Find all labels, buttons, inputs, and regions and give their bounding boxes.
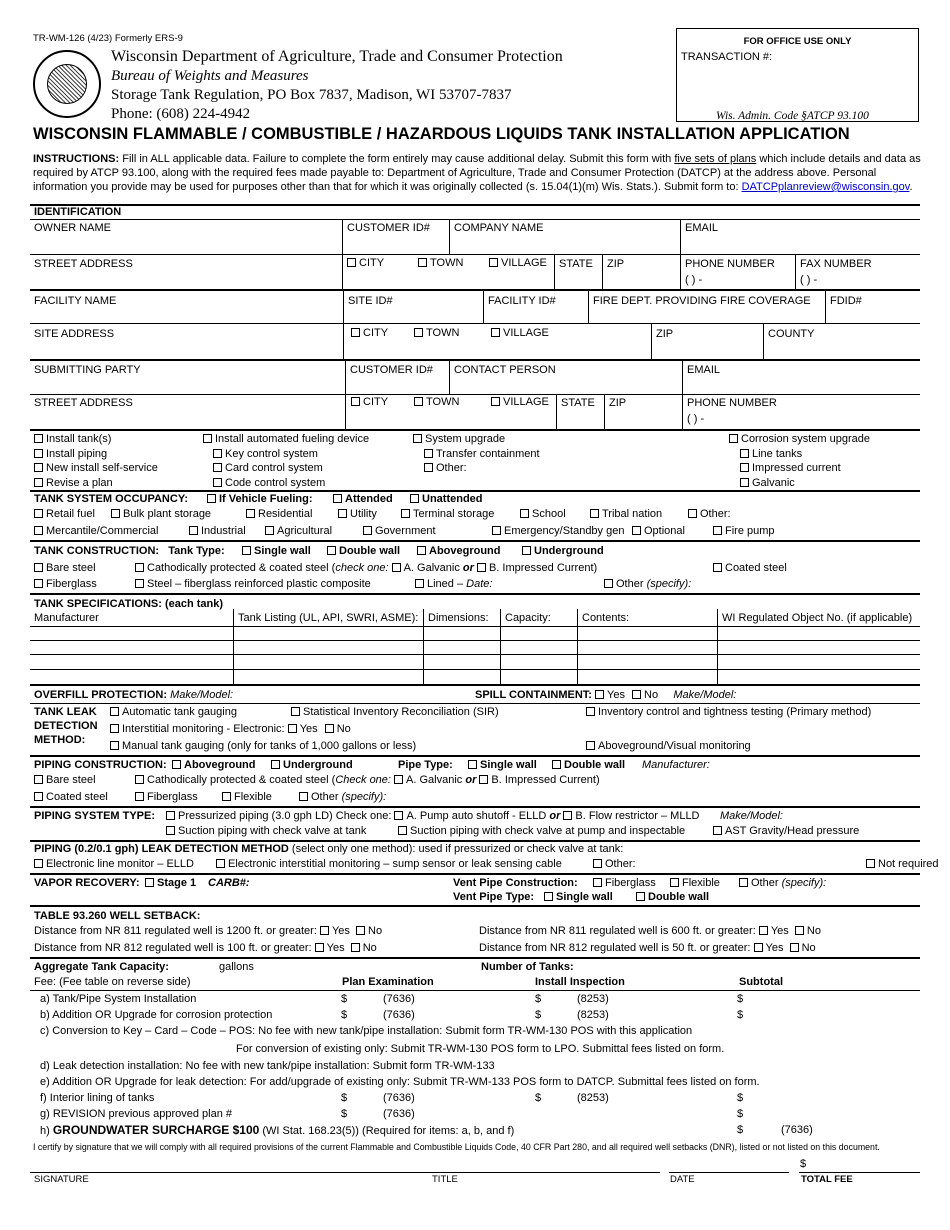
total-fee-label: TOTAL FEE (801, 1174, 853, 1185)
transfer-containment-checkbox[interactable]: Transfer containment (424, 448, 540, 461)
spec-col-listing: Tank Listing (UL, API, SWRI, ASME): (238, 612, 419, 624)
submitter-state-label[interactable]: STATE (561, 397, 595, 409)
pst-title: PIPING SYSTEM TYPE: (34, 810, 156, 822)
number-of-tanks-label[interactable]: Number of Tanks: (481, 961, 574, 973)
tank-lined-checkbox[interactable]: Lined – Date: (415, 578, 492, 591)
automated-fueling-checkbox[interactable]: Install automated fueling device (203, 433, 369, 446)
pipe-fiberglass-checkbox[interactable]: Fiberglass (135, 791, 198, 804)
pipe-manufacturer-label[interactable]: Manufacturer: (642, 759, 710, 771)
spec-col-dimensions: Dimensions: (428, 612, 489, 624)
pst-make-model[interactable]: Make/Model: (720, 810, 783, 822)
vpt-label: Vent Pipe Type: (453, 891, 535, 903)
attended-checkbox[interactable]: Attended (333, 493, 393, 506)
fee-row-f-label: f) Interior lining of tanks (40, 1092, 155, 1104)
piping-title: PIPING CONSTRUCTION: (34, 759, 167, 771)
fee-g-plan-dollar: $ (341, 1108, 348, 1120)
instructions-line-3: information you provide may be used for purposes other than that for which it was originally collected (s. 15.04(1)(m) Wis. Stats.). Submit form to: DATCPplanreview@wisconsin.gov. (33, 181, 913, 193)
submitter-phone-format: ( ) - (687, 413, 705, 425)
terminal-storage-checkbox[interactable]: Terminal storage (401, 508, 494, 521)
pld-other-checkbox[interactable]: Other: (593, 858, 636, 871)
fee-f-plan-dollar: $ (341, 1092, 348, 1104)
form-title: WISCONSIN FLAMMABLE / COMBUSTIBLE / HAZARDOUS LIQUIDS TANK INSTALLATION APPLICATION (33, 125, 850, 143)
carb-label[interactable]: CARB#: (208, 877, 250, 889)
install-piping-checkbox[interactable]: Install piping (34, 448, 107, 461)
fire-dept-label[interactable]: FIRE DEPT. PROVIDING FIRE COVERAGE (593, 295, 811, 307)
pipe-cathodic-checkbox[interactable]: Cathodically protected & coated steel (Check one: A. Galvanic or B. Impressed Current) (135, 774, 600, 787)
spec-row[interactable] (30, 669, 920, 670)
tank-other-checkbox[interactable]: Other (specify): (604, 578, 691, 591)
pipe-type-label: Pipe Type: (398, 759, 453, 771)
contact-person-label[interactable]: CONTACT PERSON (454, 364, 556, 376)
tribal-nation-checkbox[interactable]: Tribal nation (590, 508, 662, 521)
fee-g-subtotal[interactable]: $ (737, 1108, 744, 1120)
occupancy-title: TANK SYSTEM OCCUPANCY: (34, 493, 188, 505)
bulk-plant-checkbox[interactable]: Bulk plant storage (111, 508, 211, 521)
fee-b-plan-code: (7636) (383, 1009, 415, 1021)
fee-row-e-label: e) Addition OR Upgrade for leak detection: For add/upgrade of existing only: Submit TR-WM-133 POS form to DATCP. Submittal fees listed on form. (40, 1076, 760, 1088)
fee-a-plan-dollar: $ (341, 993, 348, 1005)
pipe-single-wall-checkbox[interactable]: Single wall (468, 759, 537, 772)
fee-row-c-note: For conversion of existing only: Submit TR-WM-130 POS form to LPO. Submittal fees listed on form. (236, 1043, 725, 1055)
tank-steel-frp-checkbox[interactable]: Steel – fiberglass reinforced plastic composite (135, 578, 371, 591)
owner-fax-label[interactable]: FAX NUMBER (800, 258, 872, 270)
inventory-control-checkbox[interactable]: Inventory control and tightness testing (Primary method) (586, 706, 871, 719)
vent-flexible-checkbox[interactable]: Flexible (670, 877, 720, 890)
pipe-aboveground-checkbox[interactable]: Aboveground (172, 759, 256, 772)
county-label[interactable]: COUNTY (768, 328, 815, 340)
tank-bare-steel-checkbox[interactable]: Bare steel (34, 562, 96, 575)
fee-b-subtotal[interactable]: $ (737, 1009, 744, 1021)
manual-gauging-checkbox[interactable]: Manual tank gauging (only for tanks of 1,000 gallons or less) (110, 740, 416, 753)
spec-col-manufacturer: Manufacturer (34, 612, 99, 624)
plan-exam-header: Plan Examination (342, 976, 434, 988)
fee-a-subtotal[interactable]: $ (737, 993, 744, 1005)
fee-a-inspect-code: (8253) (577, 993, 609, 1005)
ast-gravity-checkbox[interactable]: AST Gravity/Head pressure (713, 825, 859, 838)
submitter-phone-label[interactable]: PHONE NUMBER (687, 397, 777, 409)
not-required-checkbox[interactable]: Not required (866, 858, 939, 871)
submitter-town-checkbox[interactable]: TOWN (414, 396, 459, 409)
owner-town-checkbox[interactable]: TOWN (418, 257, 463, 270)
setback-nr812-100[interactable]: Distance from NR 812 regulated well is 100 ft. or greater: Yes No (34, 942, 377, 954)
instructions-line-2: required by ATCP 93.100, along with the required fees made payable to: Department of Agriculture, Trade and Consumer Protection (DATCP) at the address above. Personal (33, 167, 877, 179)
pipe-flexible-checkbox[interactable]: Flexible (222, 791, 272, 804)
fee-f-inspect-code: (8253) (577, 1092, 609, 1104)
owner-fax-format: ( ) - (800, 274, 818, 286)
submitting-party-label[interactable]: SUBMITTING PARTY (34, 364, 141, 376)
certification-text: I certify by signature that we will comply with all required provisions of the current Flammable and Combustible Liquids Code, 40 CFR Part 280, and all required well setbacks (DNR), listed or not listed on this document. (33, 1142, 880, 1152)
fee-row-d-label: d) Leak detection installation: No fee with new tank/pipe installation: Submit form TR-WM-133 (40, 1060, 495, 1072)
fee-row-c-label: c) Conversion to Key – Card – Code – POS: No fee with new tank/pipe installation: Submit form TR-WM-130 POS with this application (40, 1025, 693, 1037)
impressed-current-checkbox[interactable]: Impressed current (740, 462, 841, 475)
setback-nr811-600[interactable]: Distance from NR 811 regulated well is 600 ft. or greater: Yes No (479, 925, 821, 937)
owner-phone-label[interactable]: PHONE NUMBER (685, 258, 775, 270)
auto-gauging-checkbox[interactable]: Automatic tank gauging (110, 706, 237, 719)
setback-nr812-50[interactable]: Distance from NR 812 regulated well is 50 ft. or greater: Yes No (479, 942, 816, 954)
school-checkbox[interactable]: School (520, 508, 566, 521)
tank-double-wall-checkbox[interactable]: Double wall (327, 545, 400, 558)
code-control-checkbox[interactable]: Code control system (213, 477, 325, 490)
company-name-label[interactable]: COMPANY NAME (454, 222, 544, 234)
pipe-double-wall-checkbox[interactable]: Double wall (552, 759, 625, 772)
owner-phone-format: ( ) - (685, 274, 703, 286)
system-upgrade-checkbox[interactable]: System upgrade (413, 433, 505, 446)
install-other-checkbox[interactable]: Other: (424, 462, 467, 475)
facility-name-label[interactable]: FACILITY NAME (34, 295, 117, 307)
fee-h-code: (7636) (781, 1124, 813, 1136)
spec-row[interactable] (30, 640, 920, 641)
suction-at-tank-checkbox[interactable]: Suction piping with check valve at tank (166, 825, 366, 838)
fdid-label[interactable]: FDID# (830, 295, 862, 307)
transaction-label: TRANSACTION #: (681, 51, 773, 63)
fee-label: Fee: (Fee table on reverse side) (34, 976, 191, 988)
occupancy-other-checkbox[interactable]: Other: (688, 508, 731, 521)
fee-f-inspect-dollar: $ (535, 1092, 542, 1104)
site-address-label[interactable]: SITE ADDRESS (34, 328, 115, 340)
vent-single-wall-checkbox[interactable]: Single wall (544, 891, 613, 904)
leak-title-1: TANK LEAK (34, 706, 97, 718)
pipe-underground-checkbox[interactable]: Underground (271, 759, 353, 772)
state-seal-icon (33, 50, 101, 118)
spec-row[interactable] (30, 654, 920, 655)
mailing-address: Storage Tank Regulation, PO Box 7837, Madison, WI 53707-7837 (111, 87, 512, 103)
overfill-label[interactable]: OVERFILL PROTECTION: Make/Model: (34, 689, 234, 701)
residential-checkbox[interactable]: Residential (246, 508, 312, 521)
optional-checkbox[interactable]: Optional (632, 525, 685, 538)
total-fee-line[interactable] (799, 1172, 920, 1173)
revise-plan-checkbox[interactable]: Revise a plan (34, 477, 113, 490)
bureau-name: Bureau of Weights and Measures (111, 68, 309, 84)
suction-at-pump-checkbox[interactable]: Suction piping with check valve at pump and inspectable (398, 825, 685, 838)
subtotal-header: Subtotal (739, 976, 783, 988)
new-install-self-service-checkbox[interactable]: New install self-service (34, 462, 158, 475)
interstitial-monitoring[interactable]: Interstitial monitoring - Electronic: Yes No (110, 723, 351, 736)
government-checkbox[interactable]: Government (363, 525, 436, 538)
leak-title-2: DETECTION (34, 720, 98, 732)
emergency-gen-checkbox[interactable]: Emergency/Standby gen (492, 525, 624, 538)
site-city-checkbox[interactable]: CITY (351, 327, 388, 340)
setback-title: TABLE 93.260 WELL SETBACK: (34, 910, 201, 922)
fee-h-dollar: $ (737, 1124, 744, 1136)
fee-row-h-label: h) GROUNDWATER SURCHARGE $100 (WI Stat. 168.23(5)) (Required for items: a, b, and f) (40, 1123, 515, 1137)
tank-underground-checkbox[interactable]: Underground (522, 545, 604, 558)
office-use-label: FOR OFFICE USE ONLY (743, 36, 852, 47)
visual-monitoring-checkbox[interactable]: Aboveground/Visual monitoring (586, 740, 751, 753)
phone: Phone: (608) 224-4942 (111, 106, 251, 122)
admin-code: Wis. Admin. Code §ATCP 93.100 (716, 110, 869, 122)
facility-id-label[interactable]: FACILITY ID# (488, 295, 556, 307)
submitter-street-label[interactable]: STREET ADDRESS (34, 397, 133, 409)
gallons-label: gallons (219, 961, 254, 973)
owner-zip-label[interactable]: ZIP (607, 258, 625, 270)
vent-fiberglass-checkbox[interactable]: Fiberglass (593, 877, 656, 890)
vapor-title: VAPOR RECOVERY: (34, 877, 140, 889)
spill-containment[interactable]: SPILL CONTAINMENT: Yes No Make/Model: (475, 689, 737, 701)
submitter-customer-id-label[interactable]: CUSTOMER ID# (350, 364, 433, 376)
signature-line[interactable] (30, 1172, 660, 1173)
pipe-bare-steel-checkbox[interactable]: Bare steel (34, 774, 96, 787)
utility-checkbox[interactable]: Utility (338, 508, 377, 521)
fee-a-inspect-dollar: $ (535, 993, 542, 1005)
fee-a-plan-code: (7636) (383, 993, 415, 1005)
fee-row-a-label: a) Tank/Pipe System Installation (40, 993, 197, 1005)
unattended-checkbox[interactable]: Unattended (410, 493, 483, 506)
card-control-checkbox[interactable]: Card control system (213, 462, 323, 475)
fee-row-g-label: g) REVISION previous approved plan # (40, 1108, 232, 1120)
tank-aboveground-checkbox[interactable]: Aboveground (417, 545, 501, 558)
vent-double-wall-checkbox[interactable]: Double wall (636, 891, 709, 904)
pipe-coated-steel-checkbox[interactable]: Coated steel (34, 791, 108, 804)
tank-single-wall-checkbox[interactable]: Single wall (242, 545, 311, 558)
fee-row-b-label: b) Addition OR Upgrade for corrosion protection (40, 1009, 273, 1021)
owner-street-label[interactable]: STREET ADDRESS (34, 258, 133, 270)
setback-nr811-1200[interactable]: Distance from NR 811 regulated well is 1200 ft. or greater: Yes No (34, 925, 383, 937)
fire-pump-checkbox[interactable]: Fire pump (713, 525, 775, 538)
vpc-label: Vent Pipe Construction: (453, 877, 578, 889)
agricultural-checkbox[interactable]: Agricultural (265, 525, 332, 538)
eim-checkbox[interactable]: Electronic interstitial monitoring – sump sensor or leak sensing cable (216, 858, 562, 871)
total-fee-dollar: $ (800, 1158, 807, 1170)
site-zip-label[interactable]: ZIP (656, 328, 674, 340)
site-town-checkbox[interactable]: TOWN (414, 327, 459, 340)
galvanic-checkbox[interactable]: Galvanic (740, 477, 795, 490)
fee-f-subtotal[interactable]: $ (737, 1092, 744, 1104)
owner-city-checkbox[interactable]: CITY (347, 257, 384, 270)
construction-title: TANK CONSTRUCTION: Tank Type: (34, 545, 225, 557)
mercantile-checkbox[interactable]: Mercantile/Commercial (34, 525, 158, 538)
date-label: DATE (670, 1174, 695, 1185)
identification-title: IDENTIFICATION (34, 206, 122, 218)
tank-fiberglass-checkbox[interactable]: Fiberglass (34, 578, 97, 591)
install-inspection-header: Install Inspection (535, 976, 625, 988)
submitter-zip-label[interactable]: ZIP (609, 397, 627, 409)
pld-title: PIPING (0.2/0.1 gph) LEAK DETECTION METHOD (select only one method): used if pressurized or check valve at tank: (34, 843, 624, 855)
spec-col-contents: Contents: (582, 612, 630, 624)
date-line[interactable] (669, 1172, 789, 1173)
stage1-checkbox[interactable]: Stage 1 (145, 877, 196, 890)
submitter-email-label[interactable]: EMAIL (687, 364, 721, 376)
submitter-village-checkbox[interactable]: VILLAGE (491, 396, 549, 409)
line-tanks-checkbox[interactable]: Line tanks (740, 448, 802, 461)
signature-label: SIGNATURE (34, 1174, 89, 1185)
vehicle-fueling-checkbox[interactable]: If Vehicle Fueling: (207, 493, 313, 506)
tank-coated-steel-checkbox[interactable]: Coated steel (713, 562, 787, 575)
fee-f-plan-code: (7636) (383, 1092, 415, 1104)
specs-title: TANK SPECIFICATIONS: (each tank) (34, 598, 224, 610)
owner-customer-id-label[interactable]: CUSTOMER ID# (347, 222, 430, 234)
email-link[interactable]: DATCPplanreview@wisconsin.gov (741, 181, 910, 193)
pipe-other-checkbox[interactable]: Other (specify): (299, 791, 386, 804)
department-name: Wisconsin Department of Agriculture, Trade and Consumer Protection (111, 48, 563, 65)
install-tanks-checkbox[interactable]: Install tank(s) (34, 433, 111, 446)
fee-b-inspect-code: (8253) (577, 1009, 609, 1021)
title-label: TITLE (432, 1174, 458, 1185)
vent-other-checkbox[interactable]: Other (specify): (739, 877, 826, 890)
owner-state-label[interactable]: STATE (559, 258, 593, 270)
owner-name-label[interactable]: OWNER NAME (34, 222, 111, 234)
site-id-label[interactable]: SITE ID# (348, 295, 393, 307)
leak-title-3: METHOD: (34, 734, 86, 746)
owner-village-checkbox[interactable]: VILLAGE (489, 257, 547, 270)
aggregate-capacity-label[interactable]: Aggregate Tank Capacity: (34, 961, 169, 973)
fee-g-plan-code: (7636) (383, 1108, 415, 1120)
fee-b-inspect-dollar: $ (535, 1009, 542, 1021)
site-village-checkbox[interactable]: VILLAGE (491, 327, 549, 340)
form-id: TR-WM-126 (4/23) Formerly ERS-9 (33, 33, 183, 44)
key-control-checkbox[interactable]: Key control system (213, 448, 318, 461)
corrosion-upgrade-checkbox[interactable]: Corrosion system upgrade (729, 433, 870, 446)
tank-cathodic-checkbox[interactable]: Cathodically protected & coated steel (check one: A. Galvanic or B. Impressed Current) (135, 562, 597, 575)
elld-checkbox[interactable]: Electronic line monitor – ELLD (34, 858, 194, 871)
sir-checkbox[interactable]: Statistical Inventory Reconciliation (SIR) (291, 706, 499, 719)
instructions-line-1: INSTRUCTIONS: Fill in ALL applicable data. Failure to complete the form entirely may cause additional delay. Submit this form with five sets of plans which include details and data as (33, 153, 921, 165)
pressurized-piping-checkbox[interactable]: Pressurized piping (3.0 gph LD) Check one: A. Pump auto shutoff - ELLD or B. Flow restrictor – MLLD (166, 810, 700, 823)
retail-fuel-checkbox[interactable]: Retail fuel (34, 508, 95, 521)
fee-b-plan-dollar: $ (341, 1009, 348, 1021)
submitter-city-checkbox[interactable]: CITY (351, 396, 388, 409)
owner-email-label[interactable]: EMAIL (685, 222, 719, 234)
industrial-checkbox[interactable]: Industrial (189, 525, 246, 538)
spec-col-regulated-object: WI Regulated Object No. (if applicable) (722, 612, 913, 624)
spec-col-capacity: Capacity: (505, 612, 551, 624)
